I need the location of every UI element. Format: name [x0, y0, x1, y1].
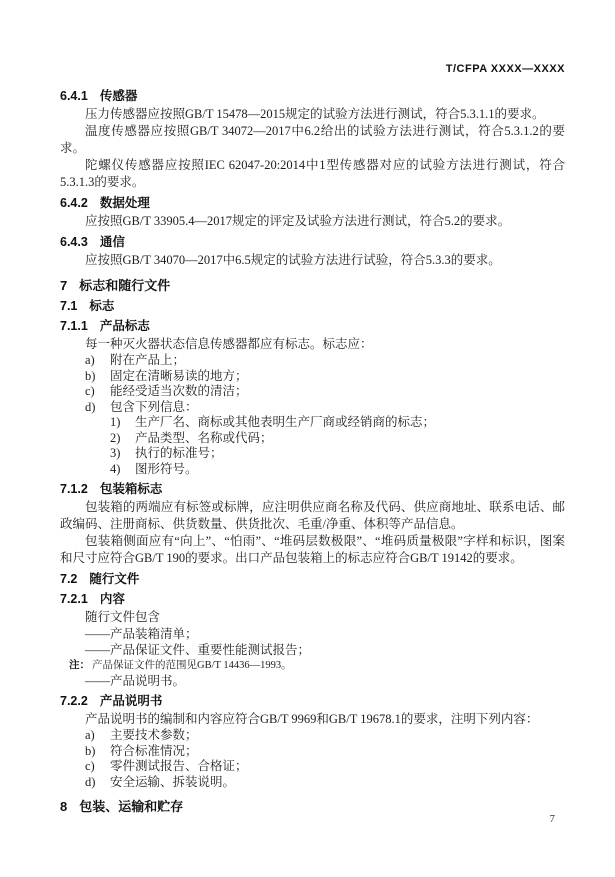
clause-heading: [60, 571, 565, 587]
subclause-heading: [60, 693, 565, 709]
sublist-item: [60, 431, 565, 447]
item-text: 能经受适当次数的清洁；: [110, 384, 248, 398]
heading-number: 7.2.2: [60, 694, 88, 708]
dash-item: ——产品装箱清单；: [85, 627, 198, 641]
note-label: 注：: [69, 659, 90, 671]
list-item: [60, 775, 565, 791]
chapter-heading: [60, 277, 565, 294]
heading-title: 包装、运输和贮存: [79, 799, 184, 814]
item-text: 安全运输、拆装说明。: [110, 774, 236, 789]
paragraph: 包装箱侧面应有“向上”、“怕雨”、“堆码层数极限”、“堆码质量极限”字样和标识，图案和尺寸应符合GB/T 190的要求。出口产品包装箱上的标志应符合GB/T 19142的要求。: [60, 534, 565, 565]
item-text: 固定在清晰易读的地方；: [110, 368, 248, 383]
note: [60, 658, 565, 673]
list-item: [60, 384, 565, 400]
standard-number-header: T/CFPA XXXX—XXXX: [445, 63, 565, 75]
heading-number: 6.4.1: [60, 89, 88, 103]
heading-number: 6.4.3: [60, 235, 88, 249]
item-label: b): [85, 743, 96, 758]
heading-title: 数据处理: [99, 196, 150, 210]
paragraph: 陀螺仪传感器应按照IEC 62047-20:2014中1型传感器对应的试验方法进行测试，符合5.3.1.3的要求。: [60, 158, 565, 189]
item-label: a): [85, 353, 95, 367]
paragraph: 每一种灭火器状态信息传感器都应有标志。标志应：: [85, 337, 373, 351]
list-item: [60, 400, 565, 416]
sublist-item: [60, 415, 565, 431]
heading-title: 包装箱标志: [99, 482, 163, 496]
subclause-heading: [60, 591, 565, 607]
heading-number: 7: [60, 278, 68, 293]
item-text: 符合标准情况；: [110, 743, 198, 758]
item-label: c): [85, 759, 95, 773]
subclause-heading: [60, 481, 565, 497]
heading-title: 随行文件: [89, 572, 140, 586]
subclause-heading: [60, 195, 565, 211]
item-label: 3): [110, 446, 121, 460]
list-item: [60, 353, 565, 369]
item-label: 2): [110, 430, 121, 445]
dash-item: ——产品保证文件、重要性能测试报告；: [85, 643, 311, 657]
paragraph: 产品说明书的编制和内容应符合GB/T 9969和GB/T 19678.1的要求，注明下列内容：: [85, 712, 539, 726]
item-text: 执行的标准号；: [135, 446, 223, 460]
heading-title: 通信: [99, 235, 125, 249]
sublist-item: [60, 446, 565, 462]
heading-number: 7.1: [60, 299, 78, 313]
item-text: 包含下列信息：: [110, 399, 198, 414]
subclause-heading: [60, 88, 565, 104]
heading-title: 标志和随行文件: [79, 278, 171, 293]
heading-title: 传感器: [99, 89, 138, 103]
heading-title: 内容: [99, 592, 125, 606]
list-item: [60, 369, 565, 385]
item-label: b): [85, 368, 96, 383]
paragraph: 包装箱的两端应有标签或标牌，应注明供应商名称及代码、供应商地址、联系电话、邮政编码、注册商标、供货数量、供货批次、毛重/净重、体积等产品信息。: [60, 500, 565, 531]
item-label: d): [85, 774, 96, 789]
chapter-heading: [60, 798, 565, 815]
item-text: 产品类型、名称或代码；: [135, 430, 273, 445]
heading-number: 6.4.2: [60, 196, 88, 210]
paragraph: 压力传感器应按照GB/T 15478—2015规定的试验方法进行测试，符合5.3.1.1的要求。: [85, 107, 545, 121]
item-label: 1): [110, 415, 121, 429]
heading-title: 标志: [89, 299, 115, 313]
heading-number: 7.1.2: [60, 482, 88, 496]
heading-title: 产品标志: [99, 319, 150, 333]
subclause-heading: [60, 318, 565, 334]
dash-item: ——产品说明书。: [85, 674, 186, 688]
sublist-item: [60, 462, 565, 478]
list-item: [60, 759, 565, 775]
paragraph: 温度传感器应按照GB/T 34072—2017中6.2给出的试验方法进行测试，符合5.3.1.2的要求。: [60, 124, 565, 155]
heading-number: 7.2: [60, 572, 78, 586]
subclause-heading: [60, 234, 565, 250]
item-label: a): [85, 728, 95, 742]
item-text: 附在产品上；: [110, 353, 186, 367]
note-text: 产品保证文件的范围见GB/T 14436—1993。: [92, 660, 292, 671]
paragraph: 随行文件包含: [85, 610, 161, 624]
document-blocks: [60, 88, 565, 819]
paragraph: 应按照GB/T 33905.4—2017规定的评定及试验方法进行测试，符合5.2的要求。: [85, 214, 511, 228]
heading-title: 产品说明书: [99, 694, 163, 708]
clause-heading: [60, 298, 565, 314]
heading-number: 7.2.1: [60, 592, 88, 606]
list-item: [60, 744, 565, 760]
heading-number: 8: [60, 799, 68, 814]
item-label: d): [85, 399, 96, 414]
item-text: 图形符号。: [135, 461, 198, 476]
page-number: 7: [549, 813, 555, 825]
list-item: [60, 728, 565, 744]
item-text: 生产厂名、商标或其他表明生产厂商或经销商的标志；: [135, 415, 436, 429]
paragraph: 应按照GB/T 34070—2017中6.5规定的试验方法进行试验，符合5.3.3的要求。: [85, 253, 501, 267]
heading-number: 7.1.1: [60, 319, 88, 333]
item-text: 主要技术参数；: [110, 728, 198, 742]
item-label: c): [85, 384, 95, 398]
item-text: 零件测试报告、合格证；: [110, 759, 248, 773]
item-label: 4): [110, 461, 121, 476]
